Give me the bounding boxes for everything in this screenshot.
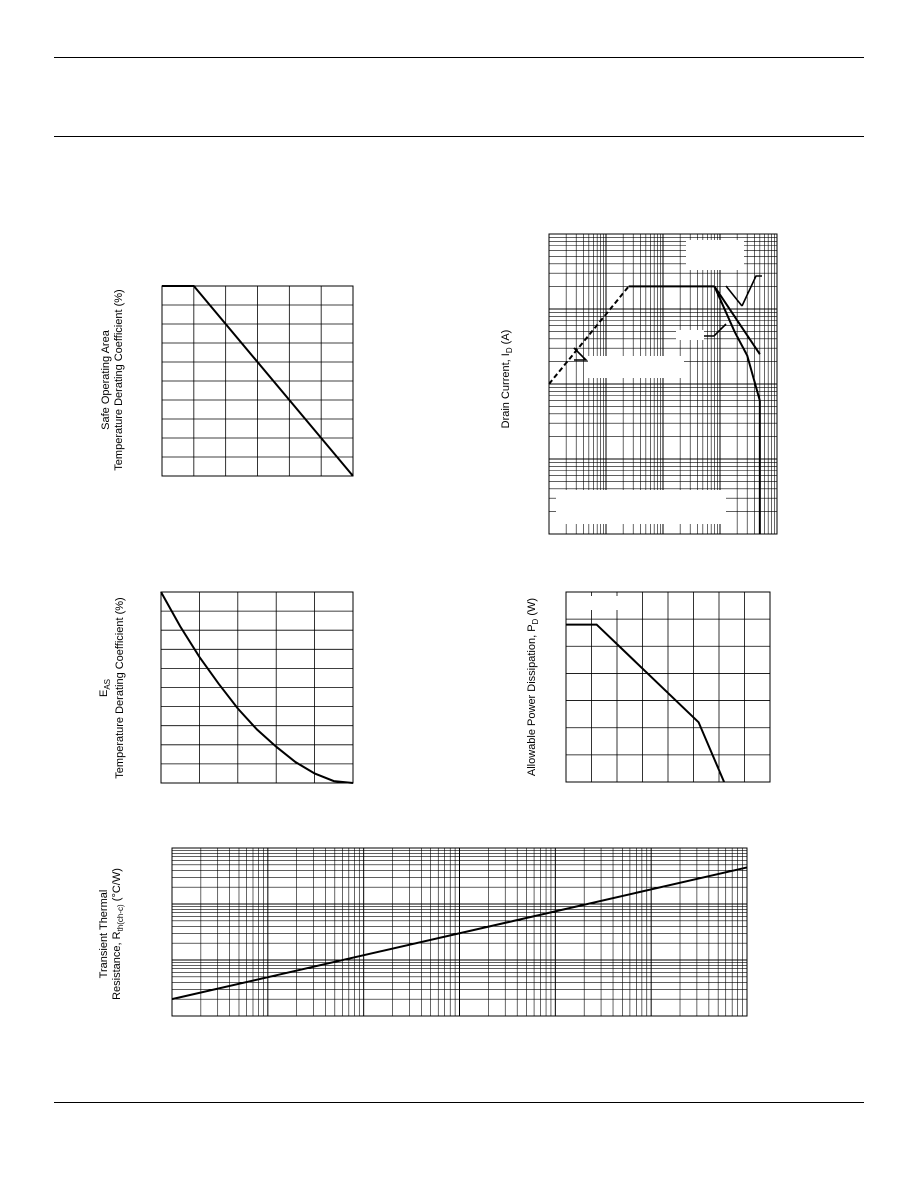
power-ylabel-unit: (W) bbox=[526, 597, 538, 619]
soa-derating-ylabel-line1: Safe Operating Area bbox=[100, 330, 112, 430]
soa-ylabel bbox=[500, 324, 516, 434]
thermal-ylabel-line2 bbox=[111, 866, 127, 1002]
thermal-ylabel-sub: th(ch-c) bbox=[116, 904, 126, 932]
power-ylabel bbox=[526, 587, 542, 787]
power-ylabel-sub: D bbox=[531, 618, 541, 625]
soa-ylabel-unit: (A) bbox=[500, 329, 512, 348]
soa-legend-blank-4 bbox=[556, 490, 726, 524]
thermal-ylabel bbox=[98, 866, 127, 1002]
eas-derating-ylabel bbox=[98, 588, 127, 788]
thermal-ylabel-unit: (°C/W) bbox=[111, 868, 123, 905]
eas-ylabel-sub: AS bbox=[103, 679, 113, 690]
eas-derating-ylabel-line2: Temperature Derating Coefficient (%) bbox=[114, 597, 127, 779]
eas-derating-ylabel-line1 bbox=[98, 588, 114, 788]
soa-legend-blank-2 bbox=[588, 356, 684, 378]
soa-leader-3 bbox=[742, 276, 762, 306]
soa-ylabel-sub: D bbox=[505, 347, 515, 354]
eas-ylabel-main: E bbox=[98, 689, 110, 698]
soa-legend-blank-3 bbox=[676, 330, 704, 340]
thermal-ylabel-main: Resistance, R bbox=[111, 931, 123, 1000]
soa-leader-1 bbox=[574, 348, 586, 360]
soa-derating-ylabel-line2: Temperature Derating Coefficient (%) bbox=[113, 289, 125, 471]
power-ylabel-line1 bbox=[526, 587, 542, 787]
soa-legend-blank-1 bbox=[686, 240, 744, 270]
soa-ylabel-main: Drain Current, I bbox=[500, 353, 512, 429]
soa-ylabel-line1 bbox=[500, 324, 516, 434]
soa-derating-ylabel bbox=[100, 280, 126, 480]
thermal-ylabel-line1: Transient Thermal bbox=[98, 889, 110, 979]
power-ylabel-main: Allowable Power Dissipation, P bbox=[526, 624, 538, 777]
soa-leader-4 bbox=[726, 286, 742, 306]
power-series-0 bbox=[566, 625, 724, 782]
power-legend-blank bbox=[590, 596, 634, 610]
